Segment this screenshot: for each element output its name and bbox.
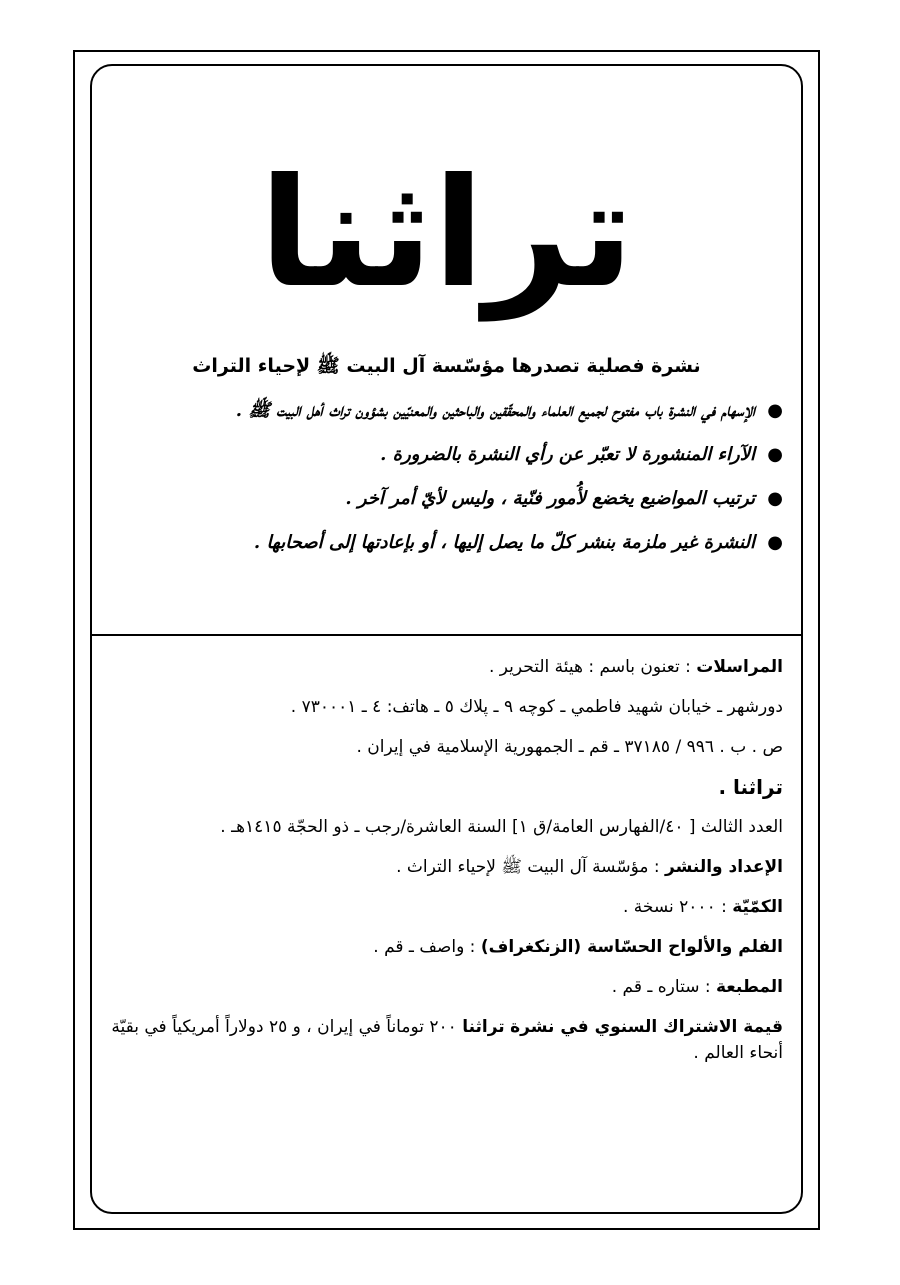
preparation-line — [110, 854, 783, 880]
rule-text: النشرة غير ملزمة بنشر كلّ ما يصل إليها ، أو بإعادتها إلى أصحابها . — [253, 532, 755, 553]
pobox-line: ص . ب . ٩٩٦ / ٣٧١٨٥ ـ قم ـ الجمهورية الإسلامية في إيران . — [356, 737, 783, 757]
page-inner-frame — [90, 64, 803, 1214]
quantity-line — [110, 894, 783, 920]
press-line — [110, 974, 783, 1000]
rule-item — [110, 440, 783, 470]
masthead-title: تراثنا — [259, 147, 634, 321]
rule-item — [110, 484, 783, 514]
bullet-icon: ● — [767, 488, 783, 509]
subscription-value: ٢٠٠ توماناً في إيران ، و ٢٥ دولاراً أمريكياً في بقيّة أنحاء العالم . — [111, 1017, 783, 1063]
rule-item — [110, 528, 783, 558]
subtitle: نشرة فصلية تصدرها مؤسّسة آل البيت ﷺ لإحياء التراث — [192, 355, 701, 377]
rule-text: الآراء المنشورة لا تعبّر عن رأي النشرة بالضرورة . — [380, 444, 755, 465]
correspondence-value: : تعنون باسم : هيئة التحرير . — [488, 657, 691, 677]
correspondence-label: المراسلات — [696, 657, 783, 677]
preparation-value: : مؤسّسة آل البيت ﷺ لإحياء التراث . — [396, 857, 660, 877]
subscription-label: قيمة الاشتراك السنوي في نشرة — [510, 1017, 783, 1037]
journal-name: تراثنا . — [718, 775, 783, 799]
rule-text: الإسهام في النشرة باب مفتوح لجميع العلماء والمحقّقين والباحثين والمعنيّين بشؤون تراث أهل البيت ﷺ . — [235, 400, 755, 421]
subscription-line — [110, 1014, 783, 1066]
quantity-value: : ٢٠٠٠ نسخة . — [622, 897, 727, 917]
masthead — [92, 114, 801, 354]
rule-text: ترتيب المواضيع يخضع لأُمور فنّية ، وليس لأيّ أمر آخر . — [345, 488, 755, 509]
press-label: المطبعة — [715, 977, 783, 997]
press-value: : ستاره ـ قم . — [611, 977, 711, 997]
bullet-icon: ● — [767, 444, 783, 465]
publication-info — [110, 654, 783, 1080]
subscription-journal: تراثنا — [462, 1017, 505, 1037]
rule-item — [110, 396, 783, 426]
issue-line: العدد الثالث [ ٤٠/الفهارس العامة/ق ١] السنة العاشرة/رجب ـ ذو الحجّة ١٤١٥هـ . — [220, 817, 783, 837]
bullet-icon: ● — [767, 400, 783, 421]
film-line — [110, 934, 783, 960]
correspondence-line — [110, 654, 783, 680]
rules-list — [110, 396, 783, 572]
film-value: : واصف ـ قم . — [373, 937, 476, 957]
quantity-label: الكمّيّة — [732, 897, 783, 917]
address-line: دورشهر ـ خيابان شهيد فاطمي ـ كوچه ٩ ـ پلاك ٥ ـ هاتف: ٤ ـ ٧٣٠٠٠١ . — [290, 697, 783, 717]
section-divider — [92, 634, 801, 636]
page-outer-frame — [73, 50, 820, 1230]
bullet-icon: ● — [767, 532, 783, 553]
film-label: الفلم والألواح الحسّاسة (الزنكغراف) — [480, 937, 783, 957]
preparation-label: الإعداد والنشر — [665, 857, 783, 877]
